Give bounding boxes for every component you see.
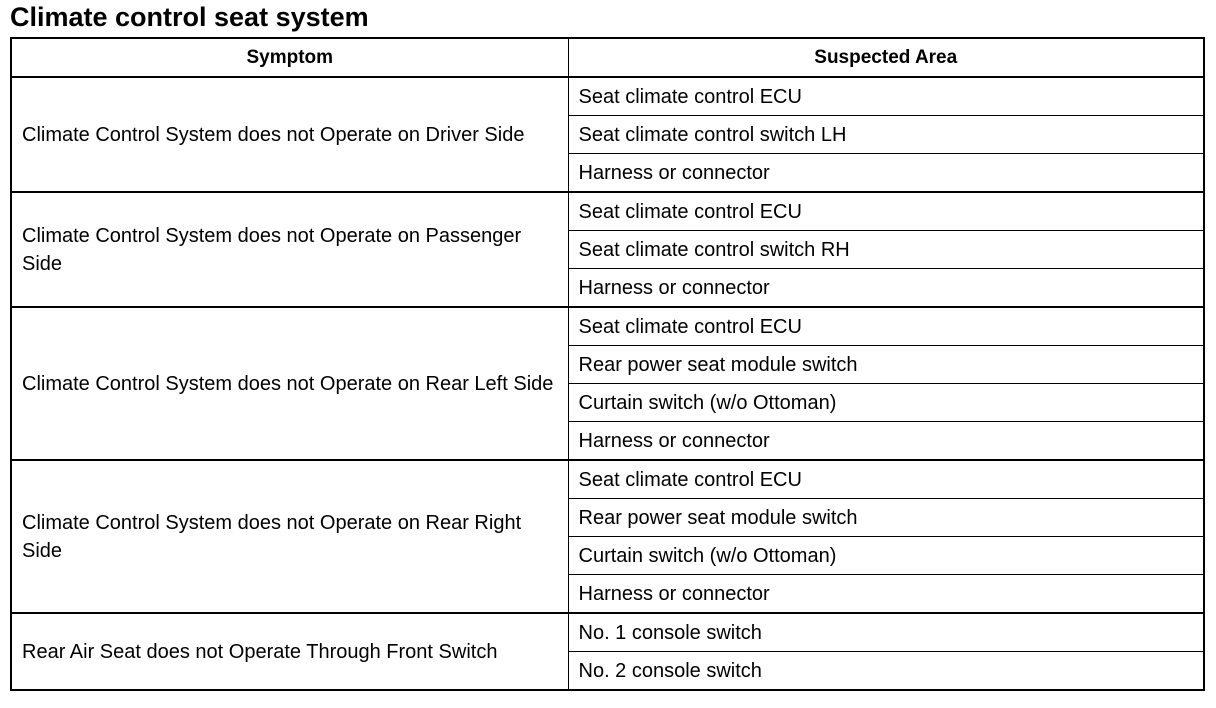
- suspected-area-cell: Harness or connector: [568, 422, 1204, 461]
- page-title: Climate control seat system: [10, 2, 369, 32]
- symptom-cell: Climate Control System does not Operate on Driver Side: [11, 77, 568, 192]
- symptom-group-rear-right: [11, 460, 1204, 613]
- suspected-area-cell: Rear power seat module switch: [568, 346, 1204, 384]
- symptom-group-rear-left: [11, 307, 1204, 460]
- symptom-group-driver: [11, 77, 1204, 192]
- symptom-header: Symptom: [11, 38, 568, 77]
- suspected-area-cell: Curtain switch (w/o Ottoman): [568, 384, 1204, 422]
- suspected-area-cell: Harness or connector: [568, 575, 1204, 614]
- suspected-area-cell: Seat climate control switch RH: [568, 231, 1204, 269]
- suspected-area-cell: Seat climate control ECU: [568, 460, 1204, 499]
- suspected-area-cell: Rear power seat module switch: [568, 499, 1204, 537]
- table-row: [11, 307, 1204, 346]
- symptom-table: [10, 37, 1205, 691]
- suspected-area-cell: Harness or connector: [568, 154, 1204, 193]
- suspected-area-cell: Harness or connector: [568, 269, 1204, 308]
- suspected-area-header: Suspected Area: [568, 38, 1204, 77]
- table-row: [11, 460, 1204, 499]
- symptom-group-passenger: [11, 192, 1204, 307]
- table-row: [11, 613, 1204, 652]
- suspected-area-cell: Seat climate control switch LH: [568, 116, 1204, 154]
- suspected-area-cell: No. 1 console switch: [568, 613, 1204, 652]
- symptom-cell: Climate Control System does not Operate on Rear Right Side: [11, 460, 568, 613]
- table-row: [11, 77, 1204, 116]
- symptom-cell: Climate Control System does not Operate on Rear Left Side: [11, 307, 568, 460]
- symptom-cell: Rear Air Seat does not Operate Through Front Switch: [11, 613, 568, 690]
- symptom-cell: Climate Control System does not Operate on Passenger Side: [11, 192, 568, 307]
- suspected-area-cell: Seat climate control ECU: [568, 192, 1204, 231]
- suspected-area-cell: Seat climate control ECU: [568, 307, 1204, 346]
- suspected-area-cell: Curtain switch (w/o Ottoman): [568, 537, 1204, 575]
- symptom-group-rear-air-seat: [11, 613, 1204, 690]
- suspected-area-cell: Seat climate control ECU: [568, 77, 1204, 116]
- header-row: [11, 38, 1204, 77]
- table-row: [11, 192, 1204, 231]
- suspected-area-cell: No. 2 console switch: [568, 652, 1204, 691]
